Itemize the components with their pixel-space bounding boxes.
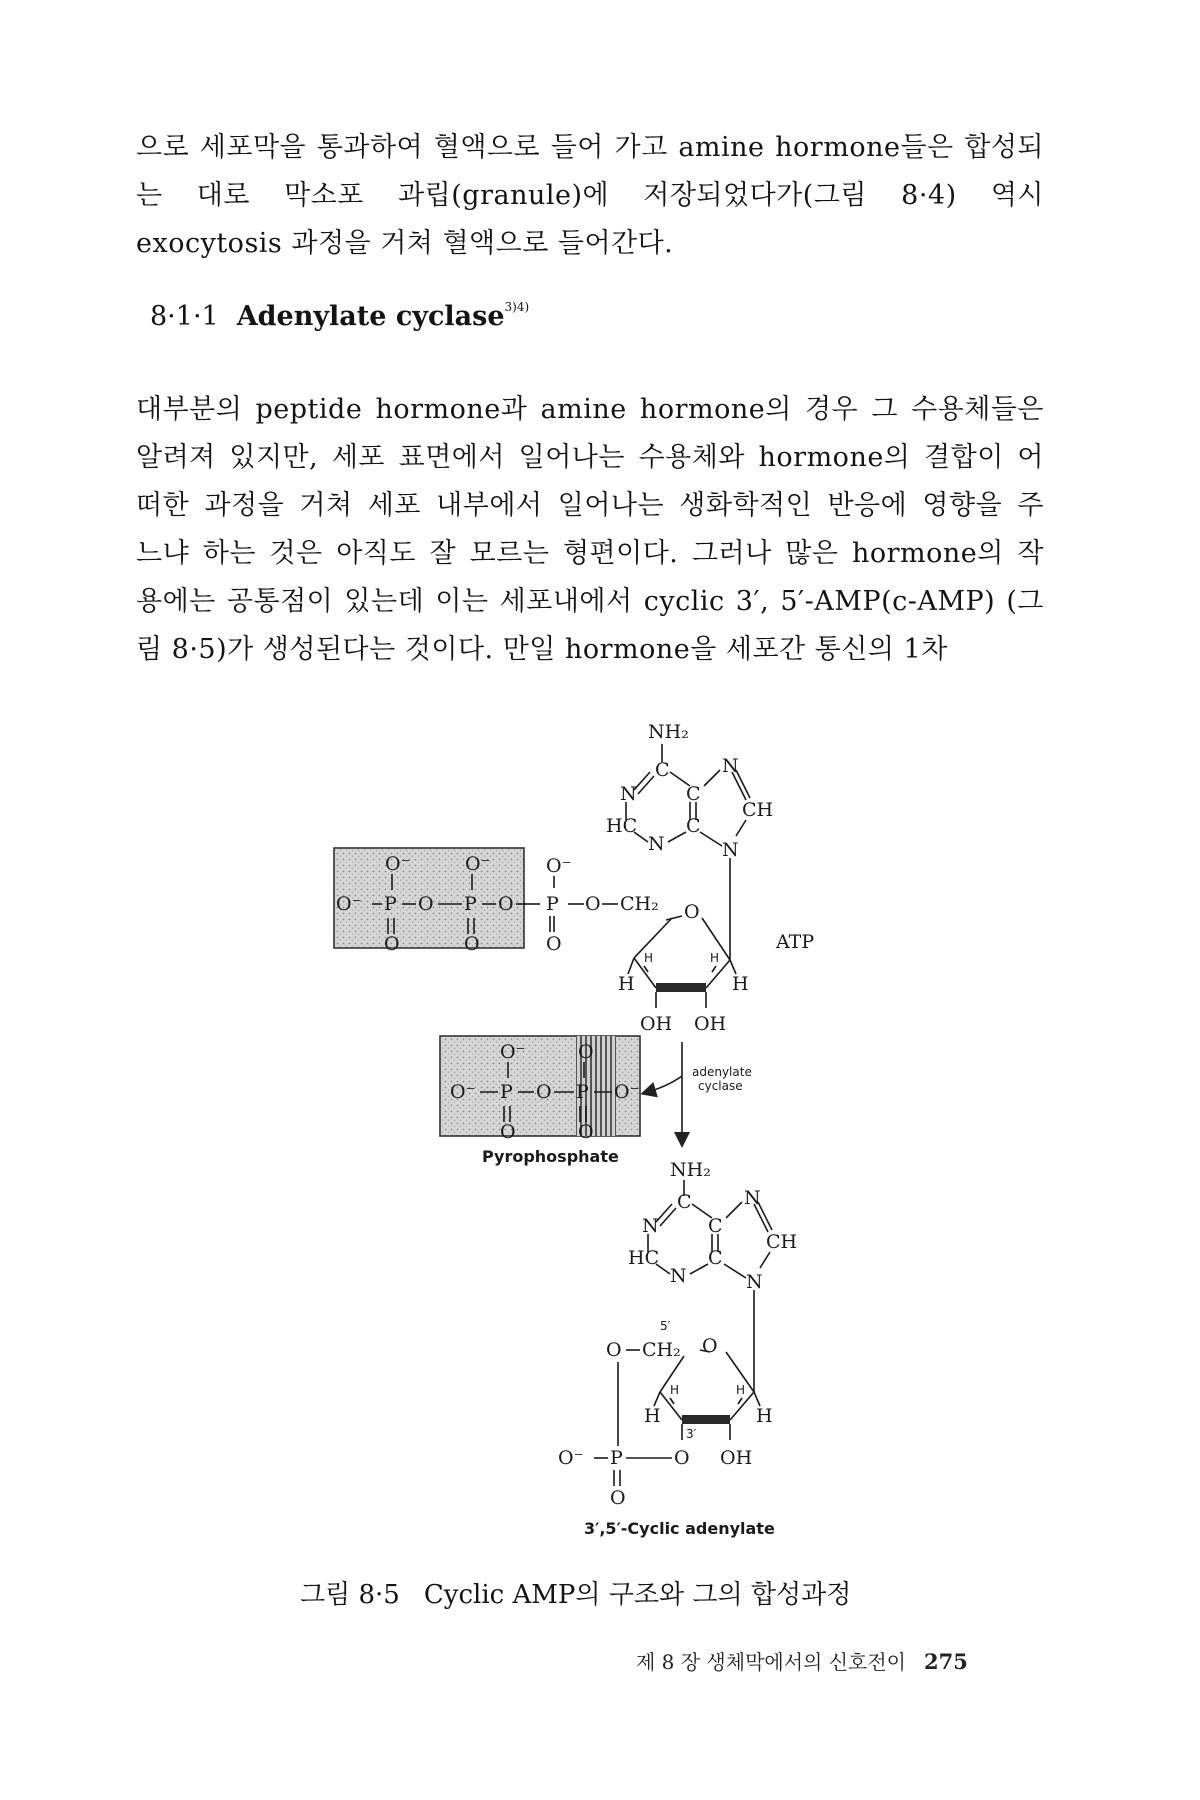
atom-p: P bbox=[610, 1447, 623, 1469]
page-number: 275 bbox=[924, 1649, 968, 1674]
atom-o: O bbox=[674, 1447, 690, 1469]
atom-h: H bbox=[644, 951, 654, 965]
atom-5-prime: 5′ bbox=[660, 1319, 671, 1333]
atom-o-minus: O⁻ bbox=[500, 1041, 526, 1063]
atom-o: O bbox=[610, 1487, 626, 1509]
reaction-arrow bbox=[648, 1042, 682, 1140]
atom-o-minus: O⁻ bbox=[385, 853, 411, 875]
enzyme-label: cyclase bbox=[698, 1079, 743, 1093]
atom-o: O bbox=[606, 1339, 622, 1361]
atom-o-minus: O⁻ bbox=[450, 1081, 476, 1103]
atom-hc: HC bbox=[628, 1247, 660, 1269]
atom-o: O bbox=[464, 933, 480, 955]
atom-3-prime: 3′ bbox=[686, 1427, 697, 1441]
atom-o-minus: O⁻ bbox=[614, 1081, 640, 1103]
atom-c: C bbox=[708, 1247, 723, 1269]
atom-h: H bbox=[644, 1405, 661, 1427]
atom-h: H bbox=[710, 951, 720, 965]
figure-number: 그림 8·5 bbox=[300, 1580, 400, 1610]
camp-label: 3′,5′-Cyclic adenylate bbox=[584, 1519, 775, 1538]
paragraph-line: 대부분의 peptide hormone과 amine hormone의 경우 그 수용체들은 bbox=[136, 394, 1044, 425]
paragraph-line: 용에는 공통점이 있는데 이는 세포내에서 cyclic 3′, 5′-AMP(c-AMP) (그 bbox=[136, 586, 1044, 617]
atom-o: O bbox=[684, 901, 700, 923]
section-title: Adenylate cyclase bbox=[236, 301, 505, 332]
pyrophosphate-molecule bbox=[440, 1036, 640, 1166]
atom-p: P bbox=[576, 1081, 589, 1103]
pyrophosphate-label: Pyrophosphate bbox=[482, 1147, 619, 1166]
figure-caption-text: Cyclic AMP의 구조와 그의 합성과정 bbox=[423, 1580, 852, 1610]
paragraph-line: 알려져 있지만, 세포 표면에서 일어나는 수용체와 hormone의 결합이 어 bbox=[136, 442, 1044, 473]
atom-h: H bbox=[670, 1383, 680, 1397]
atom-h: H bbox=[756, 1405, 773, 1427]
atom-ch: CH bbox=[766, 1231, 798, 1253]
atom-n: N bbox=[746, 1271, 763, 1293]
atom-h: H bbox=[618, 973, 635, 995]
atom-p: P bbox=[546, 893, 559, 915]
atom-n: N bbox=[722, 755, 739, 777]
running-footer bbox=[636, 1646, 968, 1675]
atom-nh2: NH₂ bbox=[670, 1159, 711, 1181]
atom-o: O bbox=[384, 933, 400, 955]
atom-o: O bbox=[585, 893, 601, 915]
atom-n: N bbox=[620, 783, 637, 805]
paragraph-line: 으로 세포막을 통과하여 혈액으로 들어 가고 amine hormone들은 합성되 bbox=[136, 132, 1044, 163]
paragraph-line: exocytosis 과정을 거쳐 혈액으로 들어간다. bbox=[136, 228, 674, 259]
atom-ch: CH bbox=[742, 799, 774, 821]
atom-c: C bbox=[677, 1191, 692, 1213]
atom-c: C bbox=[655, 759, 670, 781]
paragraph-line: 느냐 하는 것은 아직도 잘 모르는 형편이다. 그러나 많은 hormone의 작 bbox=[136, 538, 1044, 569]
atom-o-minus: O⁻ bbox=[465, 853, 491, 875]
atom-o: O bbox=[578, 1041, 594, 1063]
atom-h: H bbox=[732, 973, 749, 995]
atom-n: N bbox=[670, 1265, 687, 1287]
atom-c: C bbox=[708, 1215, 723, 1237]
atom-p: P bbox=[464, 893, 477, 915]
section-references: 3)4) bbox=[504, 300, 530, 314]
atom-c: C bbox=[686, 815, 701, 837]
atom-oh: OH bbox=[720, 1447, 753, 1469]
atom-o: O bbox=[500, 1121, 516, 1143]
atom-o: O bbox=[702, 1335, 718, 1357]
atom-oh: OH bbox=[640, 1013, 673, 1035]
atom-p: P bbox=[500, 1081, 513, 1103]
figure-caption bbox=[300, 1574, 851, 1611]
chapter-title: 제 8 장 생체막에서의 신호전이 bbox=[636, 1650, 906, 1674]
paragraph-line: 떠한 과정을 거쳐 세포 내부에서 일어나는 생화학적인 반응에 영향을 주 bbox=[136, 490, 1044, 521]
atom-o-minus: O⁻ bbox=[546, 855, 572, 877]
paragraph-line: 림 8·5)가 생성된다는 것이다. 만일 hormone을 세포간 통신의 1차 bbox=[136, 634, 948, 665]
atom-o: O bbox=[498, 893, 514, 915]
atom-h: H bbox=[736, 1383, 746, 1397]
atom-o: O bbox=[418, 893, 434, 915]
atom-hc: HC bbox=[606, 815, 638, 837]
atom-ch2: CH₂ bbox=[642, 1339, 681, 1361]
camp-atom-labels bbox=[558, 1159, 797, 1538]
atom-o-minus: O⁻ bbox=[558, 1447, 584, 1469]
enzyme-label: adenylate bbox=[692, 1065, 752, 1079]
atom-n: N bbox=[648, 833, 665, 855]
atom-n: N bbox=[642, 1215, 659, 1237]
atom-p: P bbox=[384, 893, 397, 915]
atom-o: O bbox=[546, 933, 562, 955]
atom-ch2: CH₂ bbox=[620, 893, 659, 915]
atom-n: N bbox=[744, 1187, 761, 1209]
atom-o: O bbox=[578, 1121, 594, 1143]
atom-o: O bbox=[536, 1081, 552, 1103]
atom-nh2: NH₂ bbox=[648, 721, 689, 743]
atom-oh: OH bbox=[694, 1013, 727, 1035]
paragraph-line: 는 대로 막소포 과립(granule)에 저장되었다가(그림 8·4) 역시 bbox=[136, 180, 1044, 211]
atom-o-minus: O⁻ bbox=[336, 893, 362, 915]
camp-molecule bbox=[594, 1180, 772, 1486]
section-number: 8·1·1 bbox=[150, 301, 219, 332]
atp-label: ATP bbox=[776, 931, 815, 953]
atom-n: N bbox=[722, 839, 739, 861]
atom-c: C bbox=[686, 783, 701, 805]
